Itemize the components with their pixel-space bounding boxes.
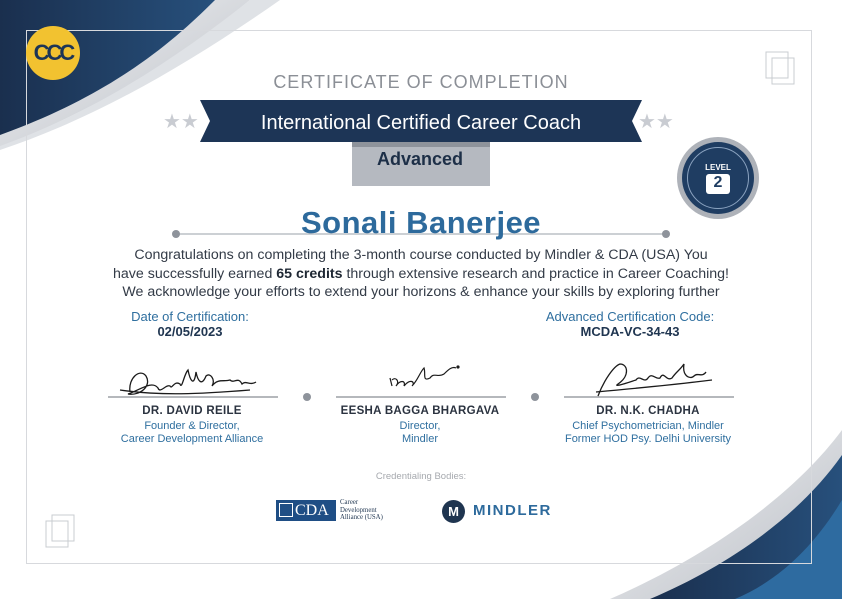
message-line-1: Congratulations on completing the 3-month course conducted by Mindler & CDA (USA) You [134,247,708,263]
level-badge-label: LEVEL [705,163,731,172]
cda-logo [276,499,416,523]
mindler-logo [442,499,572,525]
credentialing-label: Credentialing Bodies: [375,471,467,482]
mindler-logo-text: MINDLER [473,502,552,519]
credits-highlight: 65 credits [276,265,343,282]
mindler-logo-mark: M [448,504,459,519]
date-label: Date of Certification: [131,309,249,324]
level-name: Advanced [376,149,464,169]
signatory-3 [548,405,748,445]
signatory-role-line2: Career Development Alliance [120,432,264,445]
signatory-role-line2: Mindler [401,432,439,445]
program-title: International Certified Career Coach [260,112,582,134]
signature-eesha-bagga [390,366,459,386]
signatory-1 [92,405,292,445]
certificate-heading: CERTIFICATE OF COMPLETION [273,72,569,92]
signatory-2 [320,405,520,445]
signatory-name: DR. N.K. CHADHA [596,405,700,417]
star-icon: ★★ [163,111,199,133]
recipient-name: Sonali Banerjee [300,205,542,240]
cda-logo-mark: CDA [295,502,329,519]
message-line-2: have successfully earned 65 credits through extensive research and practice in Career Coaching! [113,265,729,282]
code-label: Advanced Certification Code: [545,309,715,324]
date-value: 02/05/2023 [157,324,223,339]
globe-icon [279,503,293,517]
cda-logo-text: Career Development Alliance (USA) [340,499,383,522]
message-line-3: We acknowledge your efforts to extend your horizons & enhance your skills by exploring further [122,284,720,300]
signatory-role-line1: Founder & Director, [144,420,240,432]
signature-lines [100,390,750,404]
star-icon: ★★ [638,111,674,133]
certificate-message [80,246,762,302]
signatory-role-line1: Director, [399,420,441,432]
signatory-role-line2: Former HOD Psy. Delhi University [564,432,732,445]
mindler-logo-mark-circle [442,500,465,523]
ccc-logo-text: CCC [33,40,73,65]
cda-logo-mark-box [276,500,336,521]
level-badge-number: 2 [713,174,723,191]
signatory-name: DR. DAVID REILE [142,405,242,417]
signatory-role-line1: Chief Psychometrician, Mindler [572,420,724,432]
code-value: MCDA-VC-34-43 [580,324,680,339]
signatory-name: EESHA BAGGA BHARGAVA [340,405,500,417]
